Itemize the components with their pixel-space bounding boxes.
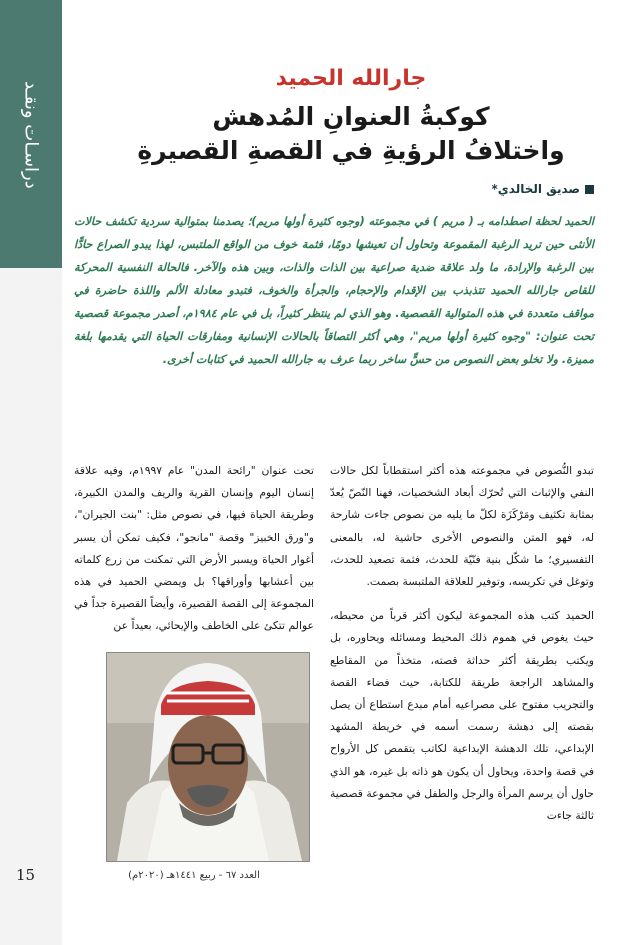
right-column	[330, 460, 594, 839]
sidebar	[0, 0, 62, 945]
author-photo	[106, 652, 310, 862]
left-column	[74, 460, 314, 638]
paragraph: الحميد كتب هذه المجموعة ليكون أكثر قرباً من محيطه، حيث يغوص في هموم ذلك المحيط ومسائله ويحاوره، بل ويكتب بطريقة أكثر حداثة قصته، متخذاً من المقاطع والمشاهد الراجعة طريقة للكتابة، حيث فضاء القصة والتجريب مفتوح على مصراعيه أمام مبدع استطاع أن يصل بقصته إلى دهشة رسمت أسمه في خريطة المشهد الإبداعي، تلك الدهشة الإبداعية لكاتب يتقمص كل الأرواح في قصة واحدة، ويحاول أن يكون هو ذاته بل غيره، هو الذي حاول أن يرسم المرأة والرجل والطفل في مجموعة قصصية ثالثة جاءت	[330, 609, 594, 823]
section-label-wrap	[0, 10, 62, 260]
portrait-image	[107, 653, 309, 861]
footer-issue: العدد ٦٧ - ربيع ١٤٤١هـ (٢٠٢٠م)	[128, 870, 260, 881]
paragraph: تحت عنوان "رائحة المدن" عام ١٩٩٧م، وفيه علاقة إنسان اليوم وإنسان القرية والريف والمدن الكبيرة، وطريقة الحياة فيها، في نصوص مثل: "بنت الجيران"، و"ورق الخبيز" وقصة "مانجو"، فكيف تمكن أن يسبر أغوار الحياة ويسبر الأرض التي تمكنت من زرع كلماته بين أعشابها وأوراقها؟ بل ويمضي الحميد في هذه المجموعة إلى القصة القصيرة، وأيضاً القصيرة جداً في عوالم تتكئ على الخاطف والإيحائي، بعيداً عن	[74, 464, 314, 633]
byline-square-icon	[585, 185, 594, 194]
abstract: الحميد لحظة اصطدامه بـ ( مريم ) في مجموعته (وجوه كثيرة أولها مريم)؛ يصدمنا بمتوالية سردية تكشف حالات الأنثى حين تريد الرغبة المقموعة وتحاول أن تعيشها دومًا، فثمة خوف من الواقع الملتبس، لهذا يبدو الصراع حادًّا بين الرغبة والإرادة، ما ولد علاقة ضدية صراعية بين الذات والذات، وبين هذه والآخر. فالحالة النفسية المحركة للقاص جارالله الحميد تتذبذب بين الإقدام والإحجام، والجرأة والخوف، فتبدو معادلة الألم واللذة حاضرة في مواقف متعددة في هذه المتوالية القصصية. وهو الذي لم ينتظر كثيراً، بل في عام ١٩٨٤م، أصدر مجموعة قصصية تحت عنوان: "وجوه كثيرة أولها مريم"، وهي أكثر التصاقاً بالحالات الإنسانية ومفارقات الحياة التي يقدمها بلغة مميزة. ولا تخلو بعض النصوص من حسٍّ ساخر ربما عرف به جارالله الحميد في كتابات أخرى.	[74, 215, 594, 366]
byline	[80, 182, 594, 196]
page-number: 15	[16, 866, 36, 884]
byline-name: صديق الخالدي*	[491, 182, 580, 196]
title-line-1: كوكبةُ العنوانِ المُدهش	[212, 102, 490, 131]
section-label: دراسـات ونقـد	[20, 81, 42, 189]
paragraph: تبدو النُّصوص في مجموعته هذه أكثر استقطاباً لكل حالات النفي والإثبات التي تُحرّك أبعاد الشخصيات، فهنا النّصّ يُعدّ بمثابة تكثيف ومَرْكَزَة لكلّ ما يليه من نصوص جاءت شارحة له، فهو المتن والنصوص الأخرى حاشية له، بالمعنى التفسيري؛ ما شكّل بنية فنّيّة للحدث، فثمة تصعيد للحدث، وتوغل في تكريسه، وتوفير للعلاقة الملتبسة بصمت.	[330, 464, 594, 589]
title-line-2: واختلافُ الرؤيةِ في القصةِ القصيرةِ	[137, 136, 565, 165]
article-title	[80, 100, 622, 168]
author-name: جارالله الحميد	[275, 66, 427, 91]
